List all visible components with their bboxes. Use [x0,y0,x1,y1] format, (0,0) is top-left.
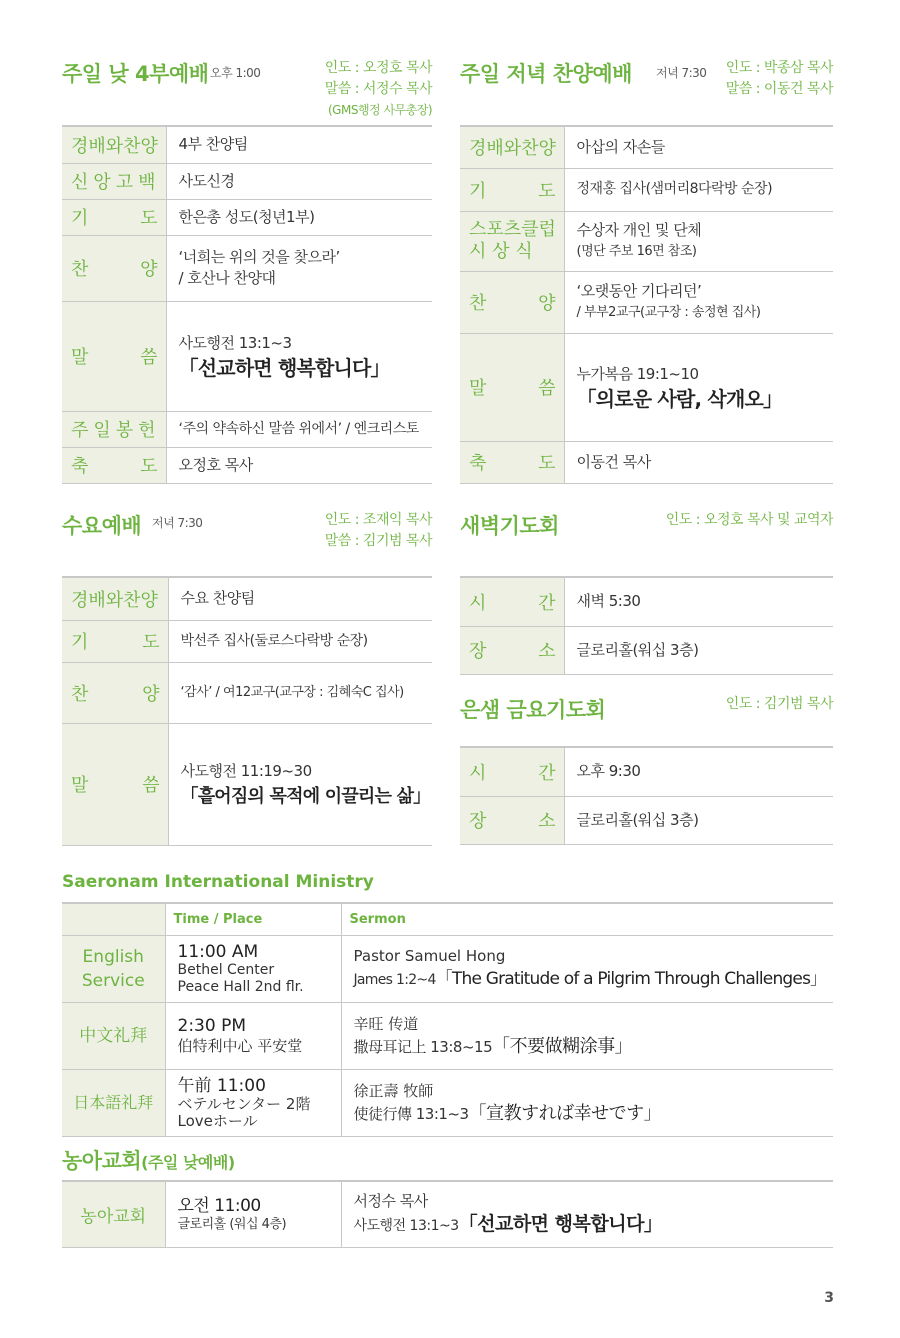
scripture-ref: 사도행전 13:1~3 [178,334,292,352]
page-number: 3 [824,1290,834,1306]
row-label: 경배와찬양 [62,126,166,163]
table-row [460,126,833,168]
row-value: 오정호 목사 [166,447,432,483]
sunday4-title: 주일 낮 4부예배 [62,62,209,86]
row-label: 장 소 [460,796,564,844]
row-value: ‘오랫동안 기다리던’ / 부부2교구(교구장 : 송정현 집사) [564,271,833,333]
header-blank [62,903,165,935]
row-label: 시 간 [460,577,564,626]
row-value: 수상자 개인 및 단체 (명단 주보 16면 참조) [564,211,833,271]
row-value: 새벽 5:30 [564,577,833,626]
row-value: 정재홍 집사(샘머리8다락방 순장) [564,168,833,211]
row-label: English Service [62,935,165,1002]
row-label: 찬 양 [62,662,168,723]
row-label: 中文礼拜 [62,1002,165,1069]
row-value: 한은총 성도(청년1부) [166,199,432,235]
table-row [460,626,833,674]
row-value: 글로리홀(워십 3층) [564,626,833,674]
sunday4-section [62,58,432,488]
intl-ministry-title: Saeronam International Ministry [62,872,374,892]
friday-table [460,746,833,845]
deaf-church-title: 농아교회(주일 낮예배) [62,1149,235,1173]
table-row [62,447,432,483]
dawn-table [460,576,833,675]
wednesday-lead-leader: 인도 : 조재익 목사 [324,512,432,528]
table-row [62,1002,833,1069]
row-value: ‘감사’ / 여12교구(교구장 : 김혜숙C 집사) [168,662,432,723]
dawn-title: 새벽기도회 [460,514,559,538]
row-label: 스포츠클럽 시 상 식 [460,211,564,271]
sermon-title: 「선교하면 행복합니다」 [178,356,390,380]
table-row [62,199,432,235]
table-row [62,126,432,163]
table-row [460,333,833,441]
row-label: 축 도 [62,447,166,483]
row-label: 농아교회 [62,1181,165,1247]
intl-ministry-table [62,902,833,1137]
table-row [460,577,833,626]
row-time-place: 오전 11:00 글로리홀 (워십 4층) [165,1181,341,1247]
sunday-evening-lead-preacher: 말씀 : 이동건 목사 [725,81,833,97]
sunday4-lead-leader: 인도 : 오정호 목사 [324,60,432,76]
table-row [62,935,833,1002]
wednesday-section [62,510,432,845]
row-label: 기 도 [62,199,166,235]
table-row [62,1181,833,1247]
sermon-title: 「흩어짐의 목적에 이끌리는 삶」 [180,786,431,807]
row-value: 아삽의 자손들 [564,126,833,168]
row-label: 말 씀 [62,723,168,845]
row-label: 주일봉헌 [62,411,166,447]
table-row [62,662,432,723]
table-row [460,211,833,271]
row-label: 말 씀 [62,301,166,411]
row-label: 경배와찬양 [460,126,564,168]
friday-section [460,694,833,846]
friday-leader: 인도 : 김기범 목사 [725,696,833,712]
row-value: 박선주 집사(둘로스다락방 순장) [168,620,432,662]
row-value: 사도신경 [166,163,432,199]
row-label: 장 소 [460,626,564,674]
friday-title: 은샘 금요기도회 [460,698,606,722]
table-header-row [62,903,833,935]
table-row [460,747,833,796]
row-sermon: Pastor Samuel Hong James 1:2~4「The Gratitude of a Pilgrim Through Challenges」 [341,935,833,1002]
table-row [460,441,833,483]
header-sermon: Sermon [341,903,833,935]
table-row [62,620,432,662]
deaf-church-section [62,1145,833,1250]
row-time-place: 午前 11:00 ベテルセンター 2階 Loveホール [165,1069,341,1136]
row-value: ‘너희는 위의 것을 찾으라’ / 호산나 찬양대 [166,235,432,301]
row-value: 수요 찬양팀 [168,577,432,620]
sunday4-leaders [325,58,432,121]
table-row [460,796,833,844]
sunday-evening-lead-leader: 인도 : 박종삼 목사 [725,60,833,76]
row-label: 축 도 [460,441,564,483]
row-time-place: 2:30 PM 伯特利中心 平安堂 [165,1002,341,1069]
dawn-section [460,510,833,675]
row-label: 찬 양 [62,235,166,301]
sunday-evening-section [460,58,833,488]
wednesday-title: 수요예배 [62,514,142,538]
table-row [62,723,432,845]
table-row [62,301,432,411]
row-time-place: 11:00 AM Bethel Center Peace Hall 2nd flr. [165,935,341,1002]
wednesday-table [62,576,432,846]
scripture-ref: 누가복음 19:1~10 [576,365,699,383]
row-value: 4부 찬양팀 [166,126,432,163]
table-row [460,168,833,211]
wednesday-lead-preacher: 말씀 : 김기범 목사 [324,533,432,549]
sunday4-table [62,125,432,484]
row-value: 이동건 목사 [564,441,833,483]
row-label: 기 도 [460,168,564,211]
row-value: ‘주의 약속하신 말씀 위에서’ / 엔크리스토 [166,411,432,447]
header-time-place: Time / Place [165,903,341,935]
row-label: 시 간 [460,747,564,796]
row-sermon: 서정수 목사 사도행전 13:1~3「선교하면 행복합니다」 [341,1181,833,1247]
table-row [62,235,432,301]
row-value [166,301,432,411]
sunday4-time: 오후 1:00 [210,66,261,80]
row-value [564,333,833,441]
sunday-evening-time: 저녁 7:30 [656,66,707,80]
row-label: 기 도 [62,620,168,662]
table-row [62,1069,833,1136]
row-label: 신앙고백 [62,163,166,199]
table-row [460,271,833,333]
row-label: 경배와찬양 [62,577,168,620]
dawn-leader: 인도 : 오정호 목사 및 교역자 [665,512,833,528]
row-label: 찬 양 [460,271,564,333]
scripture-ref: 사도행전 11:19~30 [180,762,312,780]
sunday-evening-title: 주일 저녁 찬양예배 [460,62,632,86]
wednesday-time: 저녁 7:30 [152,516,203,530]
sermon-title: 「의로운 사람, 삭개오」 [576,387,783,411]
sunday4-lead-title: (GMS행정 사무총장) [328,103,432,117]
deaf-church-table [62,1180,833,1248]
row-label: 말 씀 [460,333,564,441]
table-row [62,411,432,447]
sunday-evening-leaders [726,58,833,100]
table-row [62,577,432,620]
row-value: 글로리홀(워십 3층) [564,796,833,844]
row-value: 오후 9:30 [564,747,833,796]
row-value [168,723,432,845]
row-sermon: 辛旺 传道 撒母耳记上 13:8~15「不要做糊涂事」 [341,1002,833,1069]
sunday4-lead-preacher: 말씀 : 서정수 목사 [324,81,432,97]
row-sermon: 徐正壽 牧師 使徒行傳 13:1~3「宣教すれば幸せです」 [341,1069,833,1136]
table-row [62,163,432,199]
row-label: 日本語礼拜 [62,1069,165,1136]
sunday-evening-table [460,125,833,484]
wednesday-leaders [325,510,432,552]
